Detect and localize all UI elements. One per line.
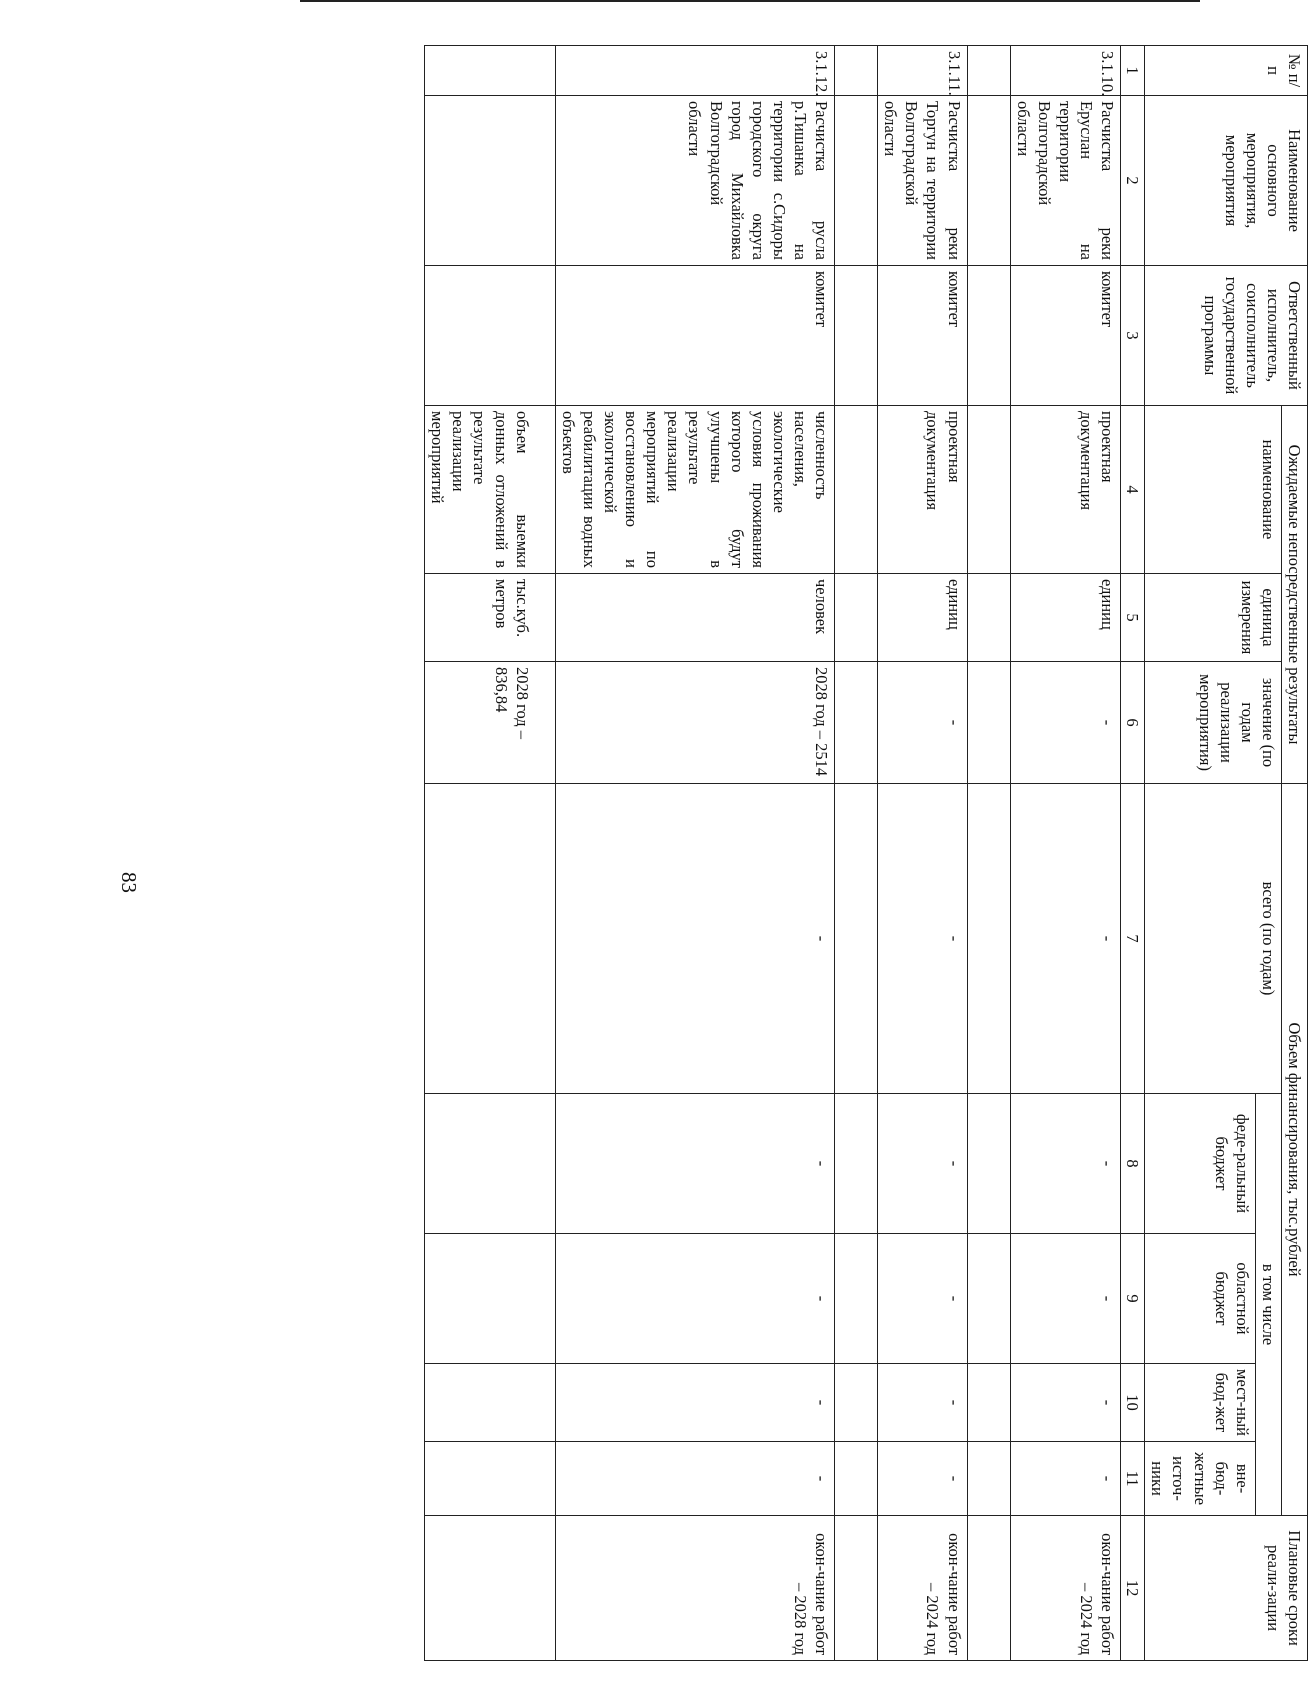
row-term: окон-чание работ – 2024 год — [1010, 1516, 1121, 1661]
row-result-name: численность населения, экологические условия проживания которого будут улучшены в результате реализации мероприятий по восстановлению и экологической реабилитации водных объектов — [555, 406, 834, 574]
col-number: 5 — [1121, 574, 1145, 662]
row-total: - — [555, 784, 834, 1094]
row-local: - — [555, 1364, 834, 1442]
header-extra: вне-бюд-жетные источ-ники — [1145, 1442, 1256, 1516]
program-measures-table — [424, 45, 1308, 1661]
col-number: 3 — [1121, 266, 1145, 406]
row-extra: - — [878, 1442, 967, 1516]
row-value: - — [878, 662, 967, 784]
row-name: Расчистка реки Еруслан на территории Волгоградской области — [1010, 96, 1121, 266]
row-local: - — [1010, 1364, 1121, 1442]
row-term: окон-чание работ – 2024 год — [878, 1516, 967, 1661]
header-executor: Ответственный исполнитель, соисполнитель государственной программы — [1145, 266, 1308, 406]
col-number: 2 — [1121, 96, 1145, 266]
row-result-name: проектная документация — [1010, 406, 1121, 574]
row-total: - — [878, 784, 967, 1094]
row-regional: - — [1010, 1234, 1121, 1364]
row-total: - — [1010, 784, 1121, 1094]
rotated-page-container — [160, 45, 1308, 1656]
col-number: 1 — [1121, 46, 1145, 96]
row-value: 2028 год – 836,84 — [425, 662, 556, 784]
row-name: Расчистка реки Торгун на территории Волгоградской области — [878, 96, 967, 266]
row-regional: - — [878, 1234, 967, 1364]
row-unit: единиц — [1010, 574, 1121, 662]
top-rule — [300, 0, 1200, 2]
row-num: 3.1.11. — [878, 46, 967, 96]
table-row — [1010, 46, 1121, 1661]
header-row-1 — [1281, 46, 1307, 1661]
header-finance-group: Объем финансирования, тыс.рублей — [1281, 784, 1307, 1516]
row-regional: - — [555, 1234, 834, 1364]
header-federal: феде-ральный бюджет — [1145, 1094, 1256, 1234]
header-unit: единица измерения — [1145, 574, 1282, 662]
row-federal: - — [555, 1094, 834, 1234]
rotated-table-wrapper — [160, 45, 1308, 1660]
header-results-group: Ожидаемые непосредственные результаты — [1281, 406, 1307, 784]
row-executor: комитет — [1010, 266, 1121, 406]
row-term: окон-чание работ – 2028 год — [555, 1516, 834, 1661]
row-num: 3.1.12. — [555, 46, 834, 96]
row-executor: комитет — [555, 266, 834, 406]
row-unit: тыс.куб. метров — [425, 574, 556, 662]
row-federal: - — [878, 1094, 967, 1234]
row-executor: комитет — [878, 266, 967, 406]
header-num: № п/п — [1145, 46, 1308, 96]
row-unit: единиц — [878, 574, 967, 662]
col-number: 8 — [1121, 1094, 1145, 1234]
col-number: 12 — [1121, 1516, 1145, 1661]
header-term: Плановые сроки реали-зации — [1145, 1516, 1308, 1661]
row-spacer — [967, 46, 1010, 1661]
row-spacer — [835, 46, 878, 1661]
table-row-continuation — [425, 46, 556, 1661]
col-number: 7 — [1121, 784, 1145, 1094]
col-number: 11 — [1121, 1442, 1145, 1516]
row-extra: - — [555, 1442, 834, 1516]
col-number: 10 — [1121, 1364, 1145, 1442]
col-number: 9 — [1121, 1234, 1145, 1364]
row-num: 3.1.10. — [1010, 46, 1121, 96]
header-name: Наименование основного мероприятия, мероприятия — [1145, 96, 1308, 266]
table-row — [555, 46, 834, 1661]
table-row — [878, 46, 967, 1661]
row-extra: - — [1010, 1442, 1121, 1516]
header-local: мест-ный бюд-жет — [1145, 1364, 1256, 1442]
row-unit: человек — [555, 574, 834, 662]
header-result-name: наименование — [1145, 406, 1282, 574]
header-value: значение (по годам реализации мероприятия) — [1145, 662, 1282, 784]
row-result-name: объем выемки донных отложений в результате реализации мероприятий — [425, 406, 556, 574]
col-number: 6 — [1121, 662, 1145, 784]
header-total: всего (по годам) — [1145, 784, 1282, 1094]
row-federal: - — [1010, 1094, 1121, 1234]
row-local: - — [878, 1364, 967, 1442]
row-value: 2028 год – 2514 — [555, 662, 834, 784]
page-number: 83 — [117, 872, 141, 893]
row-result-name: проектная документация — [878, 406, 967, 574]
row-name: Расчистка русла р.Тишанка на территории с.Сидоры городского округа город Михайловка Волгоградской области — [555, 96, 834, 266]
col-number: 4 — [1121, 406, 1145, 574]
column-numbers-row — [1121, 46, 1145, 1661]
row-value: - — [1010, 662, 1121, 784]
header-regional: областной бюджет — [1145, 1234, 1256, 1364]
header-subgroup: в том числе — [1255, 1094, 1281, 1516]
